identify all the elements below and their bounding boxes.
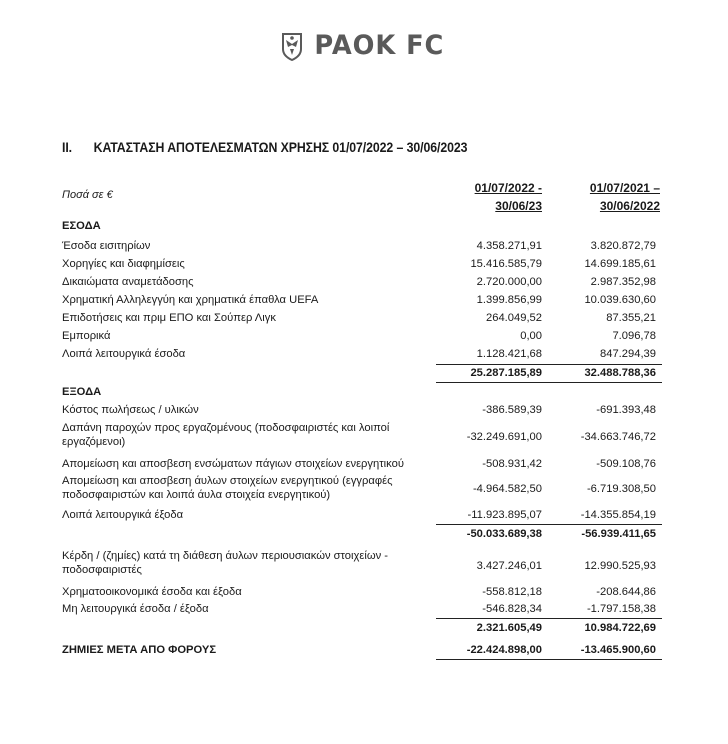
other-row-current: 3.427.246,01 — [476, 560, 542, 572]
other-total-prior: 10.984.722,69 — [584, 622, 656, 634]
income-total-prior: 32.488.788,36 — [584, 367, 656, 379]
income-row-label: Λοιπά λειτουργικά έσοδα — [62, 348, 186, 360]
other-row-current: -546.828,34 — [482, 603, 542, 615]
income-heading: ΕΣΟΔΑ — [62, 220, 101, 232]
other-row-prior: -208.644,86 — [596, 586, 656, 598]
expense-row-label: Λοιπά λειτουργικά έξοδα — [62, 509, 184, 521]
expense-row-current: -508.931,42 — [482, 458, 542, 470]
club-logo-text: PAOK FC — [314, 30, 444, 61]
income-row-prior: 847.294,39 — [600, 348, 656, 360]
other-row-prior: -1.797.158,38 — [586, 603, 656, 615]
expense-row-label: Απομείωση και αποσβεση άυλων στοιχείων ενεργητικού (εγγραφές ποδοσφαιριστών και λοιπά άυλα στοιχεία ενεργητικού) — [62, 475, 393, 501]
income-row-current: 1.128.421,68 — [476, 348, 542, 360]
column-header-current — [432, 179, 542, 215]
income-total-current: 25.287.185,89 — [470, 367, 542, 379]
expense-row-prior: -14.355.854,19 — [580, 509, 656, 521]
income-row-label: Εμπορικά — [62, 330, 111, 342]
income-row-prior: 14.699.185,61 — [584, 258, 656, 270]
other-total-rule — [436, 618, 662, 619]
other-total-current: 2.321.605,49 — [476, 622, 542, 634]
other-row-label: Κέρδη / (ζημίες) κατά τη διάθεση άυλων περιουσιακών στοιχείων - ποδοσφαιριστές — [62, 550, 389, 576]
income-total-rule — [436, 364, 662, 365]
expenses-total-rule — [436, 524, 662, 525]
income-row-current: 2.720.000,00 — [476, 276, 542, 288]
column-header-prior-line2: 30/06/2022 — [599, 199, 660, 213]
expenses-total-current: -50.033.689,38 — [466, 528, 542, 540]
other-row-current: -558.812,18 — [482, 586, 542, 598]
other-row-prior: 12.990.525,93 — [584, 560, 656, 572]
other-row-label: Μη λειτουργικά έσοδα / έξοδα — [62, 603, 209, 615]
income-row-current: 4.358.271,91 — [476, 240, 542, 252]
income-row-prior: 10.039.630,60 — [584, 294, 656, 306]
income-row-prior: 2.987.352,98 — [590, 276, 656, 288]
expense-row-label: Κόστος πωλήσεως / υλικών — [62, 404, 199, 416]
column-header-prior-line1: 01/07/2021 – — [589, 181, 660, 195]
expense-row-label: Απομείωση και αποσβεση ενσώματων πάγιων στοιχείων ενεργητικού — [62, 458, 404, 470]
income-row-current: 264.049,52 — [486, 312, 542, 324]
net-result-prior: -13.465.900,60 — [580, 644, 656, 656]
income-row-label: Επιδοτήσεις και πριμ ΕΠΟ και Σούπερ Λιγκ — [62, 312, 276, 324]
expense-row-prior: -509.108,76 — [596, 458, 656, 470]
net-result-label: ΖΗΜΙΕΣ ΜΕΤΑ ΑΠΟ ΦΟΡΟΥΣ — [62, 644, 217, 656]
expenses-total-prior: -56.939.411,65 — [581, 528, 656, 540]
income-row-label: Χορηγίες και διαφημίσεις — [62, 258, 185, 270]
income-row-label: Έσοδα εισιτηρίων — [62, 240, 151, 252]
income-total-underline — [436, 382, 662, 383]
expense-row-current: -386.589,39 — [482, 404, 542, 416]
eagle-crest-icon — [281, 31, 303, 61]
net-result-current: -22.424.898,00 — [466, 644, 542, 656]
income-row-current: 0,00 — [520, 330, 542, 342]
income-row-current: 15.416.585,79 — [470, 258, 542, 270]
column-header-current-line2: 30/06/23 — [495, 199, 542, 213]
column-header-prior — [546, 179, 660, 215]
expense-row-prior: -691.393,48 — [596, 404, 656, 416]
income-row-label: Δικαιώματα αναμετάδοσης — [62, 276, 194, 288]
other-row-label: Χρηματοοικονομικά έσοδα και έξοδα — [62, 586, 242, 598]
section-number: II. — [62, 139, 73, 155]
net-result-rule — [436, 659, 662, 660]
section-title-text: ΚΑΤΑΣΤΑΣΗ ΑΠΟΤΕΛΕΣΜΑΤΩΝ ΧΡΗΣΗΣ 01/07/2022 – 30/06/2023 — [93, 139, 468, 155]
expense-row-label: Δαπάνη παροχών προς εργαζομένους (ποδοσφαιριστές και λοιποί εργαζόμενοι) — [62, 422, 390, 448]
section-title — [62, 139, 467, 155]
expense-row-current: -32.249.691,00 — [466, 431, 542, 443]
income-row-prior: 7.096,78 — [612, 330, 656, 342]
income-row-prior: 3.820.872,79 — [590, 240, 656, 252]
expense-row-current: -11.923.895,07 — [467, 509, 542, 521]
expenses-heading: ΕΞΟΔΑ — [62, 386, 102, 398]
income-row-label: Χρηματική Αλληλεγγύη και χρηματικά έπαθλα UEFA — [62, 294, 319, 306]
expense-row-prior: -34.663.746,72 — [580, 431, 656, 443]
expense-row-prior: -6.719.308,50 — [586, 483, 656, 495]
column-header-current-line1: 01/07/2022 - — [474, 181, 542, 195]
expense-row-current: -4.964.582,50 — [472, 483, 542, 495]
club-logo — [0, 30, 728, 61]
income-row-prior: 87.355,21 — [606, 312, 656, 324]
income-row-current: 1.399.856,99 — [476, 294, 542, 306]
currency-unit-label: Ποσά σε € — [62, 189, 113, 201]
